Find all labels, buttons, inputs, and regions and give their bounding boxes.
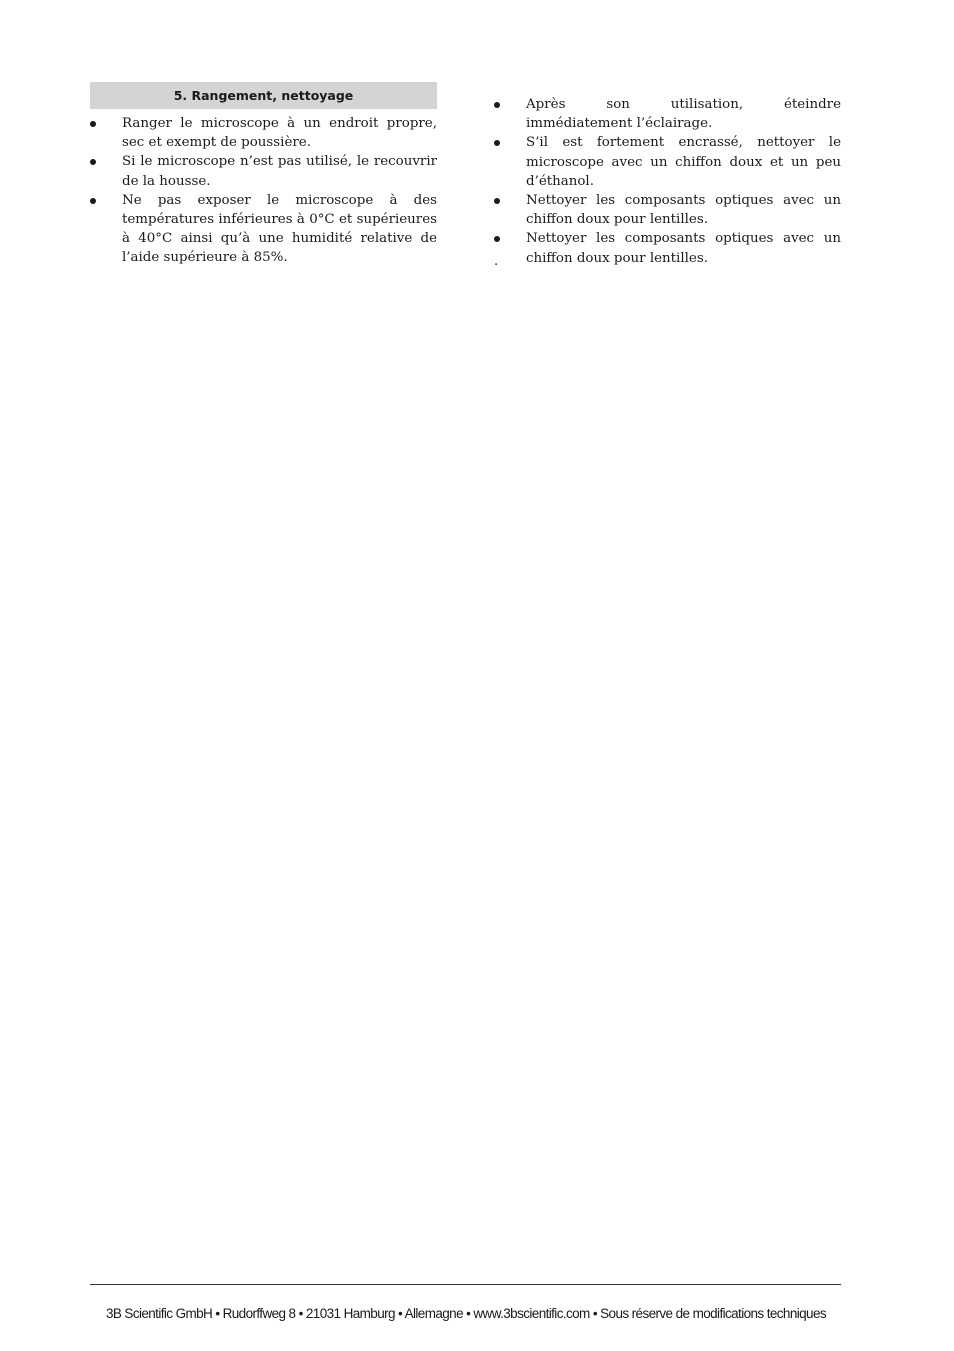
trailing-mark: . <box>494 254 499 269</box>
list-item <box>494 133 841 191</box>
list-item-text: Ranger le microscope à un endroit propre, sec et exempt de poussière. <box>122 116 437 151</box>
list-item <box>494 229 841 267</box>
right-bullet-list <box>494 95 841 268</box>
left-bullet-list <box>90 114 437 268</box>
list-item <box>494 191 841 229</box>
list-item-text: Après son utilisation, éteindre immédiatement l’éclairage. <box>526 97 841 132</box>
bullet-icon <box>494 102 500 108</box>
footer-divider <box>90 1284 841 1285</box>
bullet-icon <box>494 140 500 146</box>
section-heading: 5. Rangement, nettoyage <box>90 82 437 109</box>
bullet-icon <box>90 121 96 127</box>
list-item-text: Nettoyer les composants optiques avec un chiffon doux pour lentilles. <box>526 231 841 266</box>
list-item <box>90 114 437 152</box>
list-item <box>90 152 437 190</box>
list-item-text: Ne pas exposer le microscope à des températures inférieures à 0°C et supérieures à 40°C ainsi qu’à une humidité relative de l’aide supérieure à 85%. <box>122 192 437 266</box>
list-item-text: Nettoyer les composants optiques avec un chiffon doux pour lentilles. <box>526 193 841 228</box>
list-item <box>494 95 841 133</box>
bullet-icon <box>494 198 500 204</box>
bullet-icon <box>90 159 96 165</box>
bullet-icon <box>90 198 96 204</box>
list-item <box>90 191 437 268</box>
list-item-text: Si le microscope n’est pas utilisé, le recouvrir de la housse. <box>122 154 437 189</box>
footer-text: 3B Scientific GmbH • Rudorffweg 8 • 21031 Hamburg • Allemagne • www.3bscientific.com • Sous réserve de modifications techniques <box>105 1306 827 1321</box>
bullet-icon <box>494 236 500 242</box>
list-item-text: S’il est fortement encrassé, nettoyer le microscope avec un chiffon doux et un peu d’éthanol. <box>526 135 841 189</box>
